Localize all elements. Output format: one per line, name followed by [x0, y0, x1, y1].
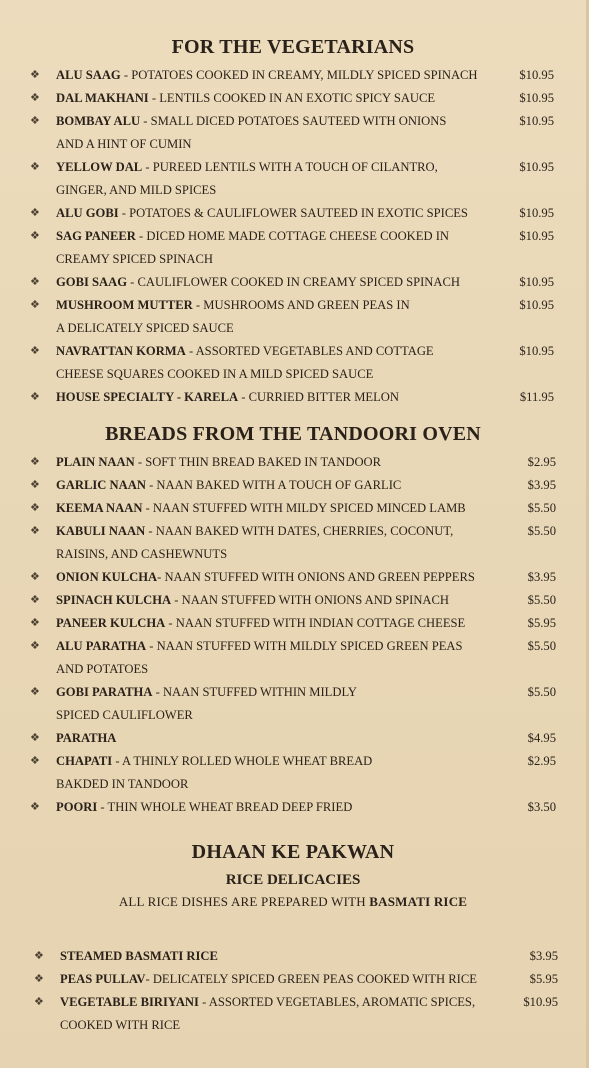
menu-item	[0, 991, 586, 1037]
menu-item-price: $4.95	[527, 731, 556, 745]
diamond-bullet-icon: ❖	[30, 92, 40, 104]
menu-item-price: $2.95	[527, 455, 556, 469]
menu-item-description: - NAAN STUFFED WITH ONIONS AND GREEN PEPPERS	[157, 570, 475, 584]
menu-item-description-continued: BAKDED IN TANDOOR	[56, 777, 189, 791]
menu-item-price: $10.95	[519, 160, 554, 174]
menu-item	[0, 750, 586, 796]
menu-item-name: YELLOW DAL	[56, 160, 143, 174]
menu-item-name: PLAIN NAAN	[56, 455, 135, 469]
menu-item-price: $5.50	[527, 639, 556, 653]
menu-item-name: HOUSE SPECIALTY - KARELA	[56, 390, 239, 404]
rice-note	[0, 891, 586, 913]
diamond-bullet-icon: ❖	[30, 207, 40, 219]
menu-item-name: MUSHROOM MUTTER	[56, 298, 193, 312]
menu-item-price: $10.95	[519, 275, 554, 289]
menu-item-description-continued: A DELICATELY SPICED SAUCE	[56, 321, 234, 335]
menu-item-name: SAG PANEER	[56, 229, 136, 243]
menu-item	[0, 451, 586, 474]
diamond-bullet-icon: ❖	[34, 973, 44, 985]
menu-item-name: PANEER KULCHA	[56, 616, 166, 630]
menu-item-price: $10.95	[519, 298, 554, 312]
rice-section-title: DHAAN KE PAKWAN	[191, 841, 395, 863]
menu-item	[0, 156, 586, 202]
menu-item-name: PEAS PULLAV	[60, 972, 146, 986]
menu-item-name: NAVRATTAN KORMA	[56, 344, 186, 358]
rice-items	[0, 945, 586, 1037]
menu-item	[0, 340, 586, 386]
menu-item-price: $5.95	[529, 972, 558, 986]
menu-item-description: - NAAN STUFFED WITHIN MILDLY	[152, 685, 357, 699]
menu-item-name: DAL MAKHANI	[56, 91, 149, 105]
menu-item-description: - DICED HOME MADE COTTAGE CHEESE COOKED IN	[135, 229, 449, 243]
breads-section-title: BREADS FROM THE TANDOORI OVEN	[105, 423, 481, 445]
breads-section	[0, 421, 586, 819]
diamond-bullet-icon: ❖	[30, 640, 40, 652]
vegetarian-items	[0, 64, 586, 409]
diamond-bullet-icon: ❖	[30, 299, 40, 311]
diamond-bullet-icon: ❖	[30, 161, 40, 173]
menu-item-price: $10.95	[519, 229, 554, 243]
menu-item	[0, 386, 586, 409]
vegetarian-section	[0, 34, 586, 409]
diamond-bullet-icon: ❖	[30, 594, 40, 606]
menu-item	[0, 520, 586, 566]
rice-note-text: ALL RICE DISHES ARE PREPARED WITH	[118, 894, 370, 909]
diamond-bullet-icon: ❖	[34, 996, 44, 1008]
menu-item-name: BOMBAY ALU	[56, 114, 141, 128]
menu-item-description-continued: RAISINS, AND CASHEWNUTS	[56, 547, 228, 561]
menu-item	[0, 271, 586, 294]
menu-item-name: CHAPATI	[56, 754, 113, 768]
menu-item-description: - NAAN BAKED WITH A TOUCH OF GARLIC	[145, 478, 402, 492]
diamond-bullet-icon: ❖	[34, 950, 44, 962]
menu-item	[0, 796, 586, 819]
diamond-bullet-icon: ❖	[30, 525, 40, 537]
menu-item-description: - A THINLY ROLLED WHOLE WHEAT BREAD	[112, 754, 373, 768]
menu-item-price: $10.95	[519, 344, 554, 358]
diamond-bullet-icon: ❖	[30, 391, 40, 403]
menu-item-price: $5.50	[527, 685, 556, 699]
menu-item-description: - THIN WHOLE WHEAT BREAD DEEP FRIED	[97, 800, 353, 814]
menu-item	[0, 612, 586, 635]
menu-item	[0, 635, 586, 681]
menu-item	[0, 110, 586, 156]
diamond-bullet-icon: ❖	[30, 276, 40, 288]
menu-item-price: $3.50	[527, 800, 556, 814]
menu-item-price: $11.95	[519, 390, 554, 404]
menu-item-name: PARATHA	[56, 731, 117, 745]
menu-item-description: - POTATOES COOKED IN CREAMY, MILDLY SPICED SPINACH	[120, 68, 478, 82]
menu-item-name: GOBI SAAG	[56, 275, 128, 289]
menu-item-description: - ASSORTED VEGETABLES, AROMATIC SPICES,	[198, 995, 476, 1009]
diamond-bullet-icon: ❖	[30, 617, 40, 629]
menu-item-name: ALU PARATHA	[56, 639, 147, 653]
breads-items	[0, 451, 586, 819]
menu-item-description: - POTATOES & CAULIFLOWER SAUTEED IN EXOTIC SPICES	[118, 206, 468, 220]
menu-item-description: - ASSORTED VEGETABLES AND COTTAGE	[185, 344, 434, 358]
menu-item-price: $10.95	[519, 68, 554, 82]
menu-item-description: - MUSHROOMS AND GREEN PEAS IN	[192, 298, 410, 312]
menu-item-description: - NAAN STUFFED WITH MILDLY SPICED GREEN PEAS	[146, 639, 463, 653]
menu-item-name: KABULI NAAN	[56, 524, 146, 538]
menu-item-description-continued: GINGER, AND MILD SPICES	[56, 183, 217, 197]
menu-item-price: $3.95	[529, 949, 558, 963]
diamond-bullet-icon: ❖	[30, 230, 40, 242]
menu-item-description: - NAAN STUFFED WITH ONIONS AND SPINACH	[171, 593, 450, 607]
menu-item-name: GOBI PARATHA	[56, 685, 153, 699]
diamond-bullet-icon: ❖	[30, 345, 40, 357]
diamond-bullet-icon: ❖	[30, 69, 40, 81]
menu-item-name: ALU SAAG	[56, 68, 121, 82]
menu-item-description: - DELICATELY SPICED GREEN PEAS COOKED WITH RICE	[145, 972, 477, 986]
menu-item-price: $10.95	[519, 114, 554, 128]
menu-item	[0, 566, 586, 589]
diamond-bullet-icon: ❖	[30, 502, 40, 514]
menu-item	[0, 968, 586, 991]
menu-item-price: $5.50	[527, 501, 556, 515]
menu-item	[0, 64, 586, 87]
rice-note-bold: BASMATI RICE	[369, 894, 468, 909]
menu-item-description-continued: CHEESE SQUARES COOKED IN A MILD SPICED SAUCE	[56, 367, 374, 381]
menu-item	[0, 202, 586, 225]
menu-item-description: - SMALL DICED POTATOES SAUTEED WITH ONIONS	[140, 114, 447, 128]
menu-item	[0, 589, 586, 612]
menu-item-name: KEEMA NAAN	[56, 501, 143, 515]
rice-section-subtitle: RICE DELICACIES	[225, 872, 361, 888]
menu-item-name: ALU GOBI	[56, 206, 119, 220]
menu-item-description: - SOFT THIN BREAD BAKED IN TANDOOR	[134, 455, 382, 469]
menu-item-name: GARLIC NAAN	[56, 478, 146, 492]
diamond-bullet-icon: ❖	[30, 732, 40, 744]
menu-item-price: $10.95	[523, 995, 558, 1009]
menu-item-description-continued: CREAMY SPICED SPINACH	[56, 252, 213, 266]
menu-item-name: POORI	[56, 800, 98, 814]
diamond-bullet-icon: ❖	[30, 456, 40, 468]
diamond-bullet-icon: ❖	[30, 686, 40, 698]
menu-item-description: - CURRIED BITTER MELON	[238, 390, 399, 404]
menu-item-price: $3.95	[527, 478, 556, 492]
diamond-bullet-icon: ❖	[30, 115, 40, 127]
diamond-bullet-icon: ❖	[30, 755, 40, 767]
menu-item-description: - CAULIFLOWER COOKED IN CREAMY SPICED SPINACH	[127, 275, 460, 289]
menu-item-price: $10.95	[519, 206, 554, 220]
menu-item-price: $5.50	[527, 524, 556, 538]
rice-section	[0, 839, 586, 1037]
menu-item-price: $3.95	[527, 570, 556, 584]
menu-item	[0, 294, 586, 340]
menu-item-description: - PUREED LENTILS WITH A TOUCH OF CILANTRO,	[142, 160, 438, 174]
menu-item	[0, 474, 586, 497]
menu-item-description: - NAAN STUFFED WITH INDIAN COTTAGE CHEESE	[165, 616, 466, 630]
menu-item-description-continued: AND A HINT OF CUMIN	[56, 137, 192, 151]
menu-item	[0, 681, 586, 727]
diamond-bullet-icon: ❖	[30, 801, 40, 813]
menu-item-description-continued: AND POTATOES	[56, 662, 149, 676]
menu-item-price: $10.95	[519, 91, 554, 105]
menu-item-description: - NAAN STUFFED WITH MILDY SPICED MINCED LAMB	[142, 501, 466, 515]
menu-item	[0, 727, 586, 750]
menu-item-price: $5.95	[527, 616, 556, 630]
menu-item	[0, 87, 586, 110]
menu-item-name: ONION KULCHA	[56, 570, 158, 584]
menu-item-name: SPINACH KULCHA	[56, 593, 172, 607]
menu-item	[0, 945, 586, 968]
menu-item-description-continued: COOKED WITH RICE	[60, 1018, 181, 1032]
menu-item-description-continued: SPICED CAULIFLOWER	[56, 708, 193, 722]
menu-item-description: - NAAN BAKED WITH DATES, CHERRIES, COCONUT,	[145, 524, 454, 538]
diamond-bullet-icon: ❖	[30, 571, 40, 583]
menu-item	[0, 225, 586, 271]
menu-item-price: $2.95	[527, 754, 556, 768]
diamond-bullet-icon: ❖	[30, 479, 40, 491]
vegetarian-section-title: FOR THE VEGETARIANS	[171, 36, 415, 58]
menu-item-name: STEAMED BASMATI RICE	[60, 949, 218, 963]
menu-item-description: - LENTILS COOKED IN AN EXOTIC SPICY SAUCE	[148, 91, 436, 105]
menu-item	[0, 497, 586, 520]
menu-item-name: VEGETABLE BIRIYANI	[60, 995, 199, 1009]
menu-item-price: $5.50	[527, 593, 556, 607]
